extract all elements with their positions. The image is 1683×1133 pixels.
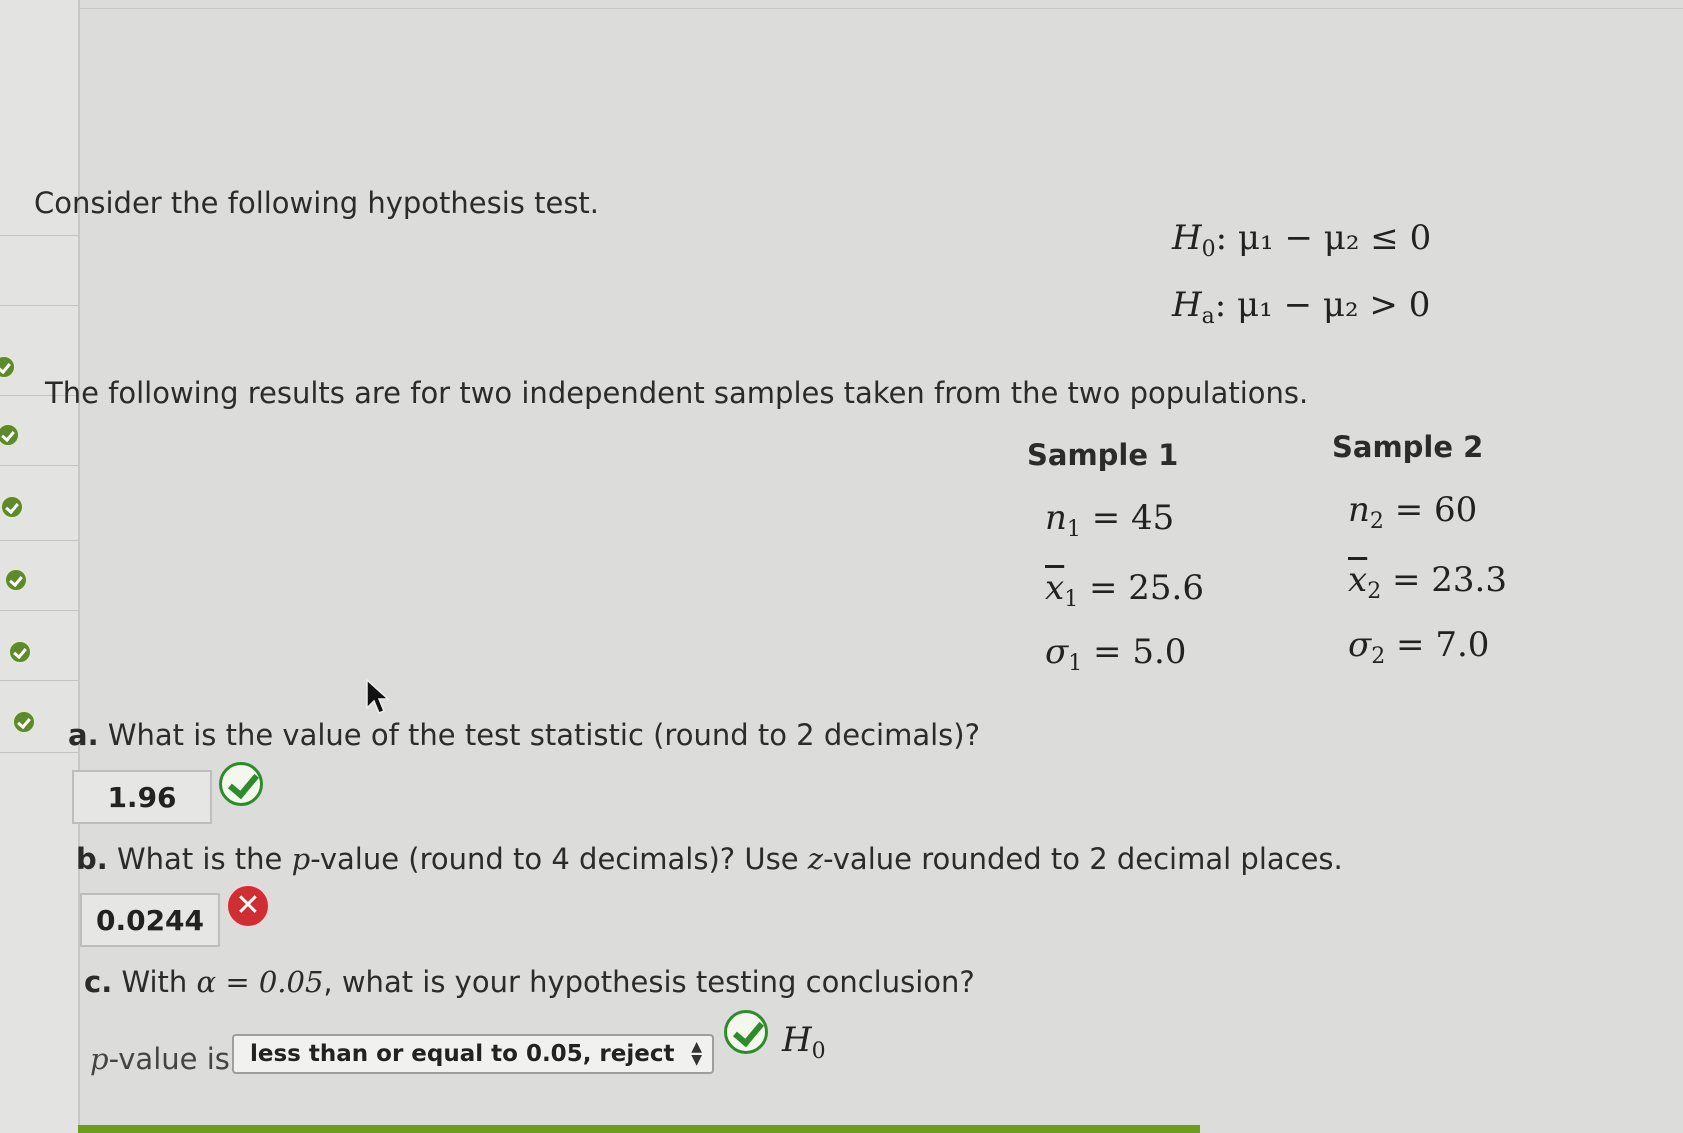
completed-check-icon[interactable] (12, 710, 36, 734)
question-c-letter: c. (84, 965, 113, 999)
completed-check-icon[interactable] (0, 495, 24, 519)
question-b-text: b. What is the p-value (round to 4 decimals)? Use z-value rounded to 2 decimal places. (76, 842, 1343, 876)
question-c-text: c. With α = 0.05, what is your hypothesis testing conclusion? (84, 965, 975, 999)
conclusion-select-value: less than or equal to 0.05, reject (250, 1041, 675, 1067)
rail-divider (0, 465, 78, 466)
question-nav-rail (0, 0, 80, 1133)
mouse-cursor-icon (365, 678, 391, 718)
intro-text: Consider the following hypothesis test. (34, 186, 600, 220)
rail-divider (0, 680, 78, 681)
conclusion-h0: $H_0$ (782, 1020, 826, 1064)
conclusion-select[interactable] (232, 1034, 714, 1074)
incorrect-x-icon: ✕ (226, 884, 270, 928)
sample1-sigma: $\sigma_1 = 5.0$ (1045, 632, 1187, 676)
correct-check-icon (724, 1010, 768, 1054)
completed-check-icon[interactable] (4, 568, 28, 592)
sample2-n: $n_2 = 60$ (1348, 490, 1478, 534)
completed-check-icon[interactable] (8, 640, 32, 664)
sample2-mean: $\overline{x}_2 = 23.3$ (1348, 560, 1507, 604)
ha-expr: : μ₁ − μ₂ > 0 (1214, 285, 1431, 325)
select-arrows-icon: ▲ ▼ (691, 1039, 702, 1068)
question-a-text: a. What is the value of the test statistic (round to 2 decimals)? (68, 718, 980, 752)
h0-var: H (1172, 218, 1202, 258)
correct-check-icon (219, 762, 263, 806)
sample2-header: Sample 2 (1332, 430, 1484, 464)
top-divider (0, 8, 1683, 9)
rail-divider (0, 610, 78, 611)
h0-sub: 0 (1201, 237, 1216, 262)
answer-b-input[interactable]: 0.0244 (80, 893, 220, 947)
rail-divider (0, 752, 78, 753)
question-a-letter: a. (68, 718, 99, 752)
conclusion-prefix: p-value is (90, 1042, 230, 1076)
sample1-mean: $\overline{x}_1 = 25.6$ (1045, 568, 1204, 612)
null-hypothesis (1172, 218, 1431, 262)
answer-a-input[interactable]: 1.96 (72, 770, 212, 824)
rail-divider (0, 235, 78, 236)
sample1-n: $n_1 = 45$ (1045, 498, 1175, 542)
rail-divider (0, 305, 78, 306)
samples-intro-text: The following results are for two independent samples taken from the two populations. (45, 376, 1309, 410)
ha-sub: a (1201, 304, 1215, 329)
sample2-sigma: $\sigma_2 = 7.0$ (1348, 625, 1490, 669)
ha-var: H (1172, 285, 1202, 325)
question-b-letter: b. (76, 842, 108, 876)
progress-bar (78, 1125, 1200, 1133)
sample1-header: Sample 1 (1027, 438, 1179, 472)
rail-divider (0, 540, 78, 541)
completed-check-icon[interactable] (0, 423, 20, 447)
completed-check-icon[interactable] (0, 355, 16, 379)
h0-expr: : μ₁ − μ₂ ≤ 0 (1215, 218, 1432, 258)
alternative-hypothesis (1172, 285, 1430, 329)
